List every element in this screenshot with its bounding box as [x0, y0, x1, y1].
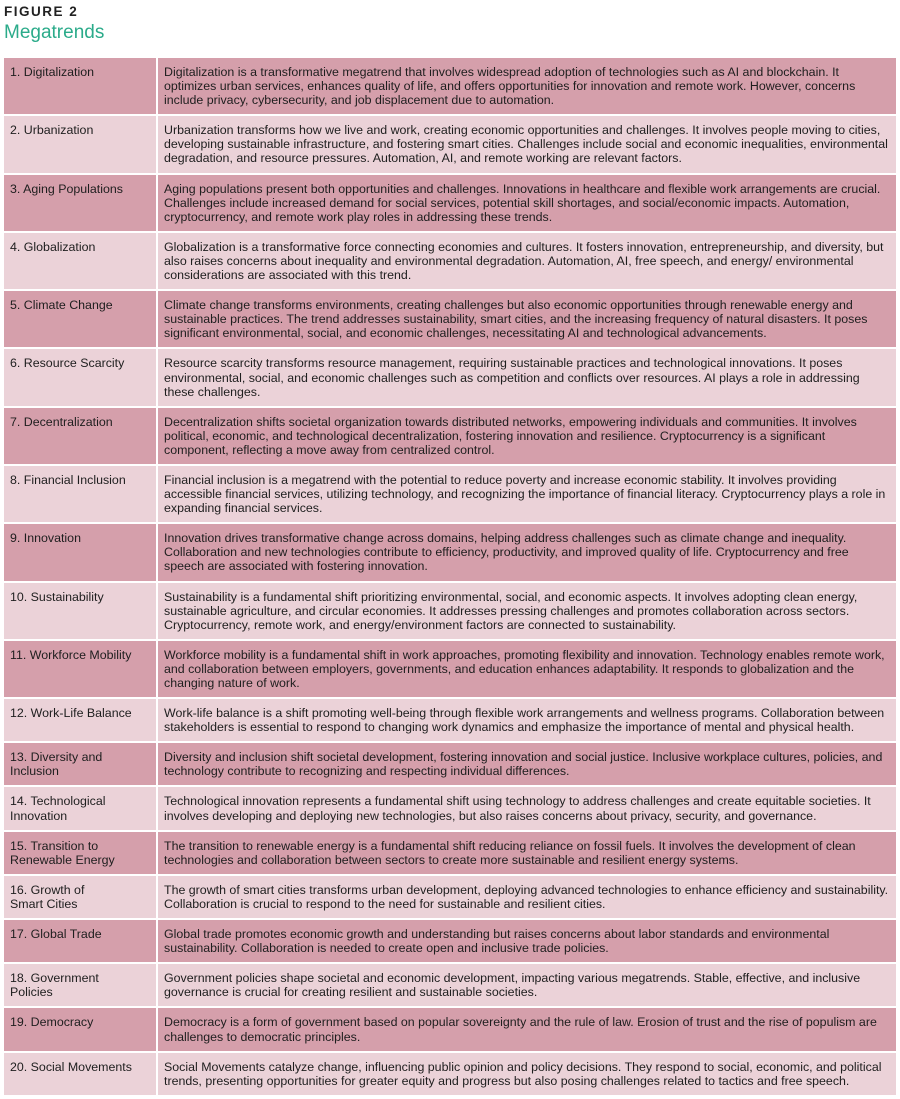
megatrend-name: 3. Aging Populations	[4, 175, 158, 231]
megatrend-name: 8. Financial Inclusion	[4, 466, 158, 522]
megatrend-description: Social Movements catalyze change, influencing public opinion and policy decisions. They respond to social, economic, and political trends, presenting opportunities for greater equity and progress but also posing challenges related to tactics and free speech.	[164, 1059, 882, 1088]
megatrend-name: 14. Technological Innovation	[4, 787, 158, 829]
megatrend-description: Aging populations present both opportunities and challenges. Innovations in healthcare and flexible work arrangements are crucial. Challenges include increased demand for social services, potential skill shortages, and social/economic impacts. Automation, cryptocurrency, and remote work play roles in addressing these trends.	[164, 181, 881, 224]
table-row	[4, 291, 896, 349]
megatrend-name: 4. Globalization	[4, 233, 158, 289]
megatrend-name: 20. Social Movements	[4, 1053, 158, 1095]
megatrend-description: Diversity and inclusion shift societal development, fostering innovation and social justice. Inclusive workplace cultures, policies, and technology contribute to recognizing and respecting individual differences.	[164, 750, 883, 779]
megatrend-name: 9. Innovation	[4, 524, 158, 580]
table-row	[4, 175, 896, 233]
megatrend-description: Government policies shape societal and economic development, impacting various megatrends. Stable, effective, and inclusive governance is crucial for creating resilient and sustainable societies.	[164, 971, 861, 1000]
table-row	[4, 408, 896, 466]
table-row	[4, 787, 896, 831]
table-row	[4, 1053, 896, 1097]
table-row	[4, 832, 896, 876]
table-row	[4, 920, 896, 964]
megatrend-name: 5. Climate Change	[4, 291, 158, 347]
table-row	[4, 466, 896, 524]
table-row	[4, 641, 896, 699]
megatrend-name: 1. Digitalization	[4, 58, 158, 114]
megatrend-description: The transition to renewable energy is a fundamental shift reducing reliance on fossil fuels. It involves the development of clean technologies and collaboration between sectors to create more sustainable and resilient energy systems.	[164, 838, 856, 867]
megatrend-name: 7. Decentralization	[4, 408, 158, 464]
megatrend-description: Technological innovation represents a fundamental shift using technology to address challenges and create equitable societies. It involves developing and deploying new technologies, but also raises concerns about privacy, security, and governance.	[164, 794, 871, 823]
megatrend-name: 10. Sustainability	[4, 583, 158, 639]
megatrends-table	[4, 58, 896, 1097]
figure-label: FIGURE 2	[4, 4, 79, 19]
megatrend-description: The growth of smart cities transforms urban development, deploying advanced technologies to enhance efficiency and sustainability. Collaboration is crucial to respond to the need for sustainable and resilient cities.	[164, 882, 889, 911]
megatrend-description: Financial inclusion is a megatrend with the potential to reduce poverty and increase economic stability. It involves providing accessible financial services, utilizing technology, and recognizing the importance of financial literacy. Cryptocurrency plays a role in expanding financial services.	[164, 472, 886, 516]
megatrend-name: 2. Urbanization	[4, 116, 158, 172]
megatrend-description: Urbanization transforms how we live and work, creating economic opportunities and challenges. It involves people moving to cities, developing sustainable infrastructure, and fostering smart cities. Challenges include social and economic inequalities, environmental degradation, and resource pressures. Automation, AI, and remote working are relevant factors.	[164, 123, 888, 166]
megatrend-description: Democracy is a form of government based on popular sovereignty and the rule of law. Erosion of trust and the rise of populism are challenges to democratic principles.	[164, 1015, 877, 1044]
megatrend-name: 17. Global Trade	[4, 920, 158, 962]
megatrend-description: Workforce mobility is a fundamental shift in work approaches, promoting flexibility and innovation. Technology enables remote work, and collaboration between employers, governments, and education enhances adaptability. It responds to globalization and the changing nature of work.	[164, 647, 885, 690]
table-row	[4, 349, 896, 407]
table-row	[4, 1008, 896, 1052]
megatrend-name: 15. Transition to Renewable Energy	[4, 832, 158, 874]
table-row	[4, 964, 896, 1008]
megatrend-name: 18. Government Policies	[4, 964, 158, 1006]
megatrend-description: Work-life balance is a shift promoting well-being through flexible work arrangements and wellness programs. Collaboration between stakeholders is essential to respond to changing work dynamics and emphasize the importance of mental and physical health.	[164, 706, 885, 735]
megatrend-name: 6. Resource Scarcity	[4, 349, 158, 405]
megatrend-name: 12. Work-Life Balance	[4, 699, 158, 741]
megatrend-description: Resource scarcity transforms resource management, requiring sustainable practices and technological innovations. It poses environmental, social, and economic challenges such as competition and conflicts over resources. AI plays a role in addressing these challenges.	[164, 356, 860, 399]
megatrend-description: Global trade promotes economic growth and understanding but raises concerns about labor standards and environmental sustainability. Collaboration is needed to create open and inclusive trade policies.	[164, 927, 830, 956]
figure-title: Megatrends	[4, 22, 105, 43]
megatrend-description: Decentralization shifts societal organization towards distributed networks, empowering individuals and communities. It involves political, economic, and technological decentralization, fostering innovation and resilience. Cryptocurrency is a significant component, reflecting a move away from centralized control.	[164, 414, 857, 457]
table-row	[4, 876, 896, 920]
megatrend-name: 13. Diversity and Inclusion	[4, 743, 158, 785]
megatrend-name: 11. Workforce Mobility	[4, 641, 158, 697]
megatrend-description: Sustainability is a fundamental shift prioritizing environmental, social, and economic aspects. It involves adopting clean energy, sustainable agriculture, and circular economies. It addresses pressing challenges and promotes collaboration across sectors. Cryptocurrency, remote work, and energy/environment factors are connected to sustainability.	[164, 589, 858, 632]
megatrend-description: Globalization is a transformative force connecting economies and cultures. It fosters innovation, entrepreneurship, and diversity, but also raises concerns about inequality and environmental degradation. Automation, AI, free speech, and energy/ environmental considerations are associated with this trend.	[164, 239, 884, 283]
table-row	[4, 58, 896, 116]
table-row	[4, 699, 896, 743]
table-row	[4, 743, 896, 787]
table-row	[4, 583, 896, 641]
megatrend-name: 16. Growth of Smart Cities	[4, 876, 158, 918]
table-row	[4, 524, 896, 582]
table-row	[4, 116, 896, 174]
megatrend-description: Digitalization is a transformative megatrend that involves widespread adoption of technologies such as AI and blockchain. It optimizes urban services, enhances quality of life, and offers opportunities for innovation and remote work. However, concerns include privacy, cybersecurity, and job displacement due to automation.	[164, 65, 856, 108]
megatrend-description: Innovation drives transformative change across domains, helping address challenges such as climate change and inequality. Collaboration and new technologies contribute to efficiency, productivity, and improved quality of life. Cryptocurrency and free speech are associated with fostering innovation.	[164, 531, 849, 574]
megatrend-description: Climate change transforms environments, creating challenges but also economic opportunities through renewable energy and sustainable practices. The trend addresses sustainability, smart cities, and the increasing frequency of natural disasters. It poses significant environmental, social, and economic challenges, necessitating AI and technological advancements.	[164, 298, 868, 341]
megatrend-name: 19. Democracy	[4, 1008, 158, 1050]
table-row	[4, 233, 896, 291]
